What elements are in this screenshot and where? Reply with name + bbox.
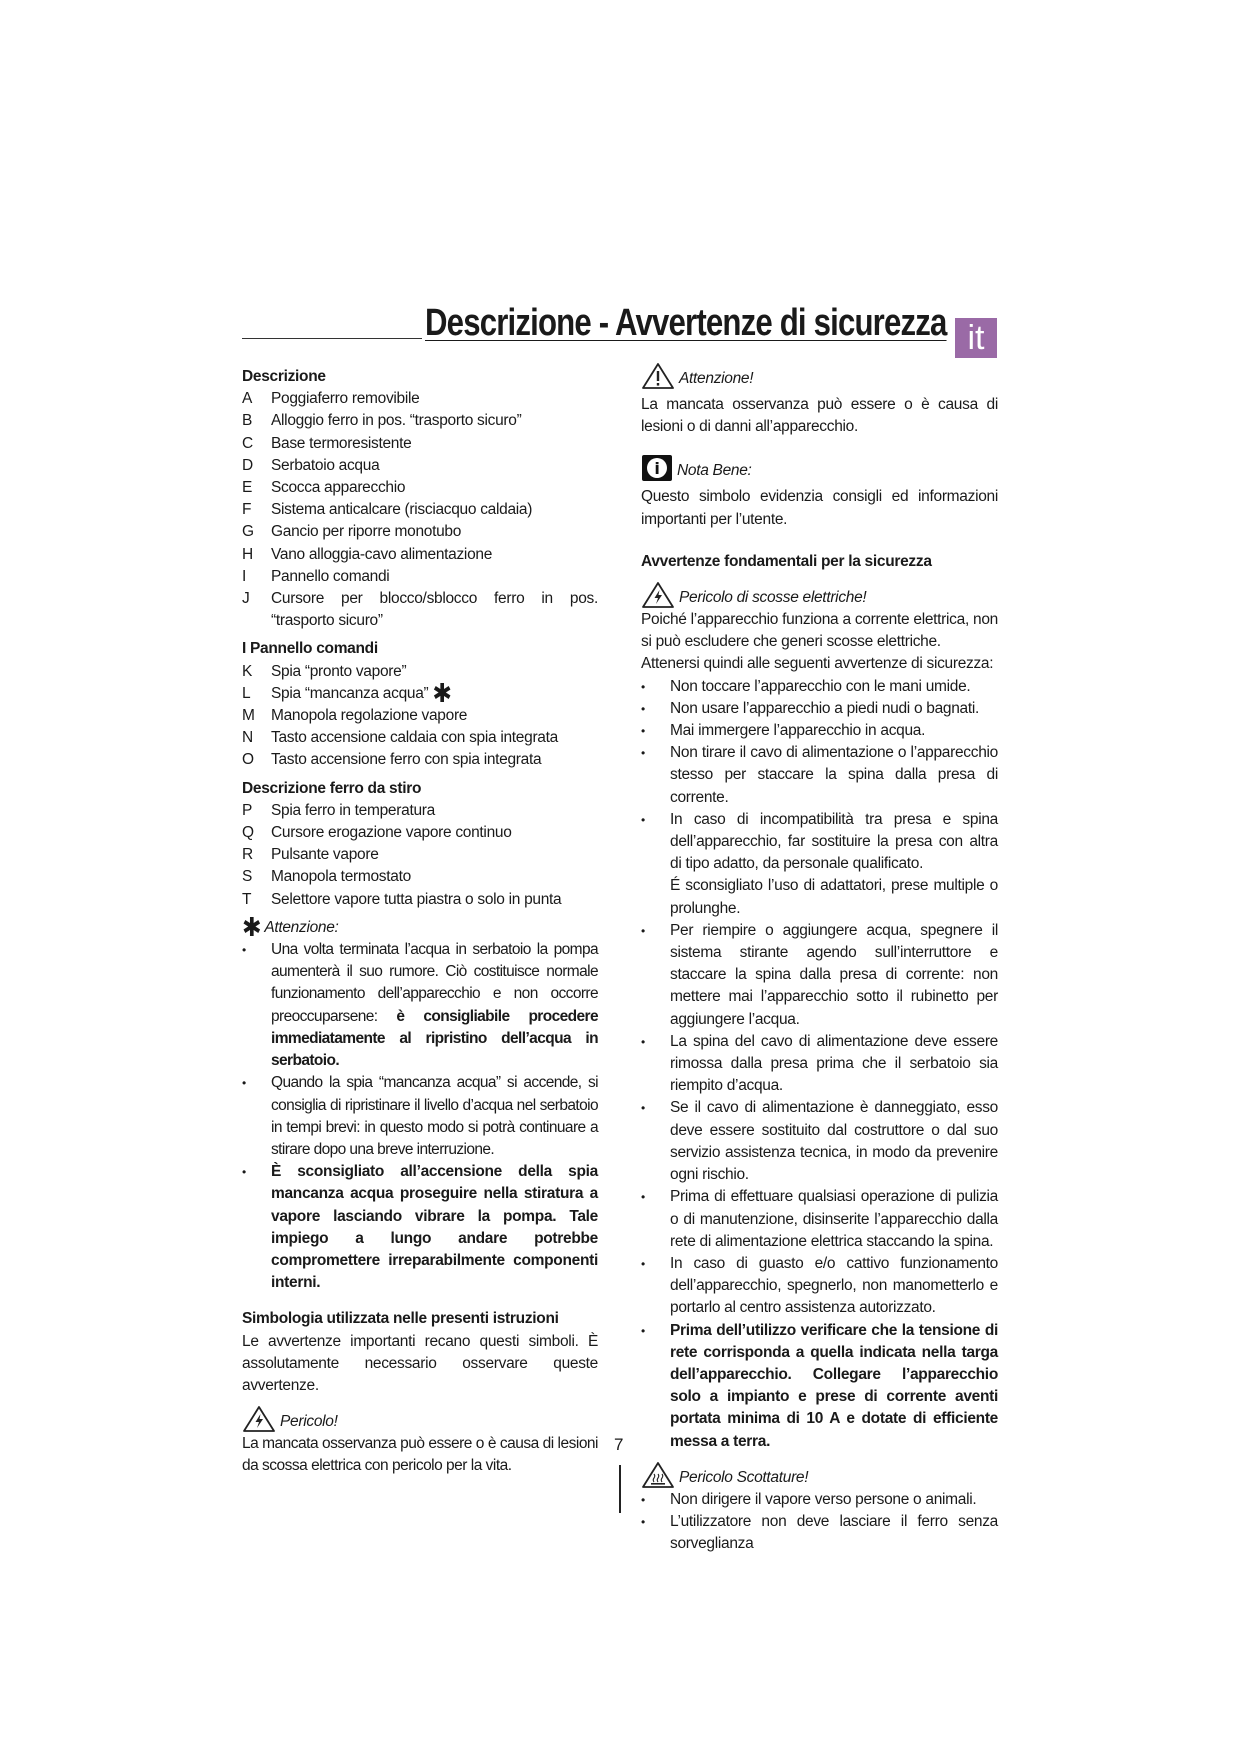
list-item: I Pannello comandi: [242, 567, 390, 585]
scosse-label-row: Pericolo di scosse elettriche!: [641, 579, 998, 609]
list-item: A Poggiaferro removibile: [242, 390, 420, 408]
page-number-bar: [619, 1465, 621, 1513]
page-number: 7: [614, 1435, 624, 1454]
list-item: • Mai immergere l’apparecchio in acqua.: [641, 722, 926, 740]
simbologia-text: Le avvertenze importanti recano questi simboli. È assolutamente necessario osservare queste avvertenze.: [242, 1332, 598, 1394]
list-item: • Quando la spia “mancanza acqua” si accende, si consiglia di ripristinare il livello d’acqua nel serbatoio in tempi brevi: in questo modo si potrà continuare a stirare dopo una breve interruzione.: [242, 1074, 598, 1158]
list-scottature: [641, 1489, 998, 1556]
list-item: M Manopola regolazione vapore: [242, 707, 468, 725]
list-item: N Tasto accensione caldaia con spia integrata: [242, 729, 558, 747]
title-rule: [242, 338, 422, 339]
list-item: S Manopola termostato: [242, 868, 411, 886]
list-item: D Serbatoio acqua: [242, 456, 380, 474]
list-item: F Sistema anticalcare (risciacquo caldaia): [242, 501, 533, 519]
list-item: • L’utilizzatore non deve lasciare il ferro senza sorveglianza: [641, 1512, 998, 1553]
section-heading-ferro: Descrizione ferro da stiro: [242, 779, 422, 797]
section-heading-avvertenze: Avvertenze fondamentali per la sicurezza: [641, 552, 932, 570]
section-heading-simbologia: Simbologia utilizzata nelle presenti istruzioni: [242, 1310, 559, 1328]
section-heading-descrizione: Descrizione: [242, 368, 326, 385]
list-item: • Se il cavo di alimentazione è danneggiato, esso deve essere sostituito dal costruttore o dal suo servizio assistenza tecnica, in modo da prevenire ogni rischio.: [641, 1099, 998, 1184]
section-heading-pannello: I Pannello comandi: [242, 640, 378, 658]
attenzione-label-row: Attenzione!: [641, 360, 998, 390]
list-ferro: [242, 800, 598, 911]
list-item: • In caso di incompatibilità tra presa e spina dell’apparecchio, far sostituire la presa con altra di tipo adatto, da personale qualificato. É sconsigliato l’uso di adattatori, prese multiple o prolunghe.: [641, 810, 998, 917]
pericolo-label-row: Pericolo!: [242, 1403, 598, 1433]
asterisk-icon: ✱: [432, 677, 452, 708]
list-item: • Prima dell’utilizzo verificare che la tensione di rete corrisponda a quella indicata nella targa dell’apparecchio. Collegare l’apparecchio solo a impianto e prese di corrente aventi portata minima di 10 A e dotate di efficiente messa a terra.: [641, 1321, 998, 1450]
electric-warning-icon: [641, 581, 675, 609]
list-item: • Non usare l’apparecchio a piedi nudi o bagnati.: [641, 699, 980, 717]
warning-icon: [641, 362, 675, 390]
list-descrizione: [242, 388, 598, 632]
hot-surface-icon: [641, 1461, 675, 1489]
pericolo-text: La mancata osservanza può essere o è causa di lesioni da scossa elettrica con pericolo per la vita.: [242, 1435, 598, 1475]
asterisk-icon: ✱: [242, 911, 262, 942]
svg-text:i: i: [654, 459, 660, 479]
list-avvertenze: [641, 676, 998, 1453]
list-item: • Non tirare il cavo di alimentazione o l’apparecchio stesso per staccare la spina dalla presa di corrente.: [641, 744, 998, 806]
list-item: • Una volta terminata l’acqua in serbatoio la pompa aumenterà il suo rumore. Ciò costituisce normale funzionamento dell’apparecchio e non occorre preoccuparsene: è consigliabile procedere immediatamente al ripristino dell’acqua in serbatoio.: [242, 941, 598, 1070]
right-column: [641, 360, 998, 1555]
list-item: C Base termoresistente: [242, 434, 412, 452]
attenzione-note: ✱ Attenzione:: [242, 911, 339, 942]
list-item: T Selettore vapore tutta piastra o solo in punta: [242, 890, 562, 908]
list-item: O Tasto accensione ferro con spia integrata: [242, 751, 542, 769]
list-item: • Per riempire o aggiungere acqua, spegnere il sistema stirante agendo sull’interruttore e staccare la spina dalla presa di corrente: non mettere mai l’apparecchio sotto il rubinetto per aggiungere l’acqua.: [641, 921, 998, 1028]
attenzione-text: La mancata osservanza può essere o è causa di lesioni o di danni all’apparecchio.: [641, 396, 998, 436]
list-item: • Prima di effettuare qualsiasi operazione di pulizia o di manutenzione, disinserite l’apparecchio dalla rete di alimentazione elettrica staccando la spina.: [641, 1188, 998, 1250]
list-item: P Spia ferro in temperatura: [242, 801, 435, 819]
nota-label-row: i Nota Bene:: [641, 452, 998, 482]
list-item: R Pulsante vapore: [242, 846, 379, 864]
list-item: G Gancio per riporre monotubo: [242, 523, 462, 541]
electric-warning-icon: [242, 1405, 276, 1433]
avvertenze-p2: Attenersi quindi alle seguenti avvertenze di sicurezza:: [641, 655, 994, 673]
list-item: • È sconsigliato all’accensione della spia mancanza acqua proseguire nella stiratura a vapore lasciando vibrare la pompa. Tale impiego a lungo andare potrebbe compromettere irreparabilmente componenti interni.: [242, 1163, 598, 1292]
list-item: • In caso di guasto e/o cattivo funzionamento dell’apparecchio, spegnerlo, non manometterlo e portarlo al centro assistenza autorizzato.: [641, 1254, 998, 1317]
nota-text: Questo simbolo evidenzia consigli ed informazioni importanti per l’utente.: [641, 488, 998, 528]
list-pannello: [242, 661, 598, 772]
list-attenzione: [242, 939, 598, 1294]
page-title: Descrizione - Avvertenze di sicurezza: [425, 302, 947, 344]
list-item: • La spina del cavo di alimentazione deve essere rimossa dalla presa prima che il serbatoio sia riempito d’acqua.: [641, 1032, 998, 1095]
list-item: B Alloggio ferro in pos. “trasporto sicuro”: [242, 412, 522, 430]
list-item: • Non toccare l’apparecchio con le mani umide.: [641, 677, 971, 695]
language-badge: it: [955, 318, 997, 358]
list-item: H Vano alloggia-cavo alimentazione: [242, 545, 493, 563]
list-item: Q Cursore erogazione vapore continuo: [242, 824, 512, 842]
list-item: E Scocca apparecchio: [242, 479, 406, 497]
scottature-label-row: Pericolo Scottature!: [641, 1459, 998, 1489]
list-item: J Cursore per blocco/sblocco ferro in pos. “trasporto sicuro”: [242, 590, 598, 630]
list-item: L Spia “mancanza acqua” ✱: [242, 677, 452, 708]
list-item: K Spia “pronto vapore”: [242, 662, 407, 680]
left-column: [242, 366, 598, 1478]
list-item: • Non dirigere il vapore verso persone o animali.: [641, 1490, 977, 1508]
avvertenze-p1: Poiché l’apparecchio funziona a corrente elettrica, non si può escludere che generi scosse elettriche.: [641, 611, 998, 651]
info-icon: [641, 454, 673, 482]
